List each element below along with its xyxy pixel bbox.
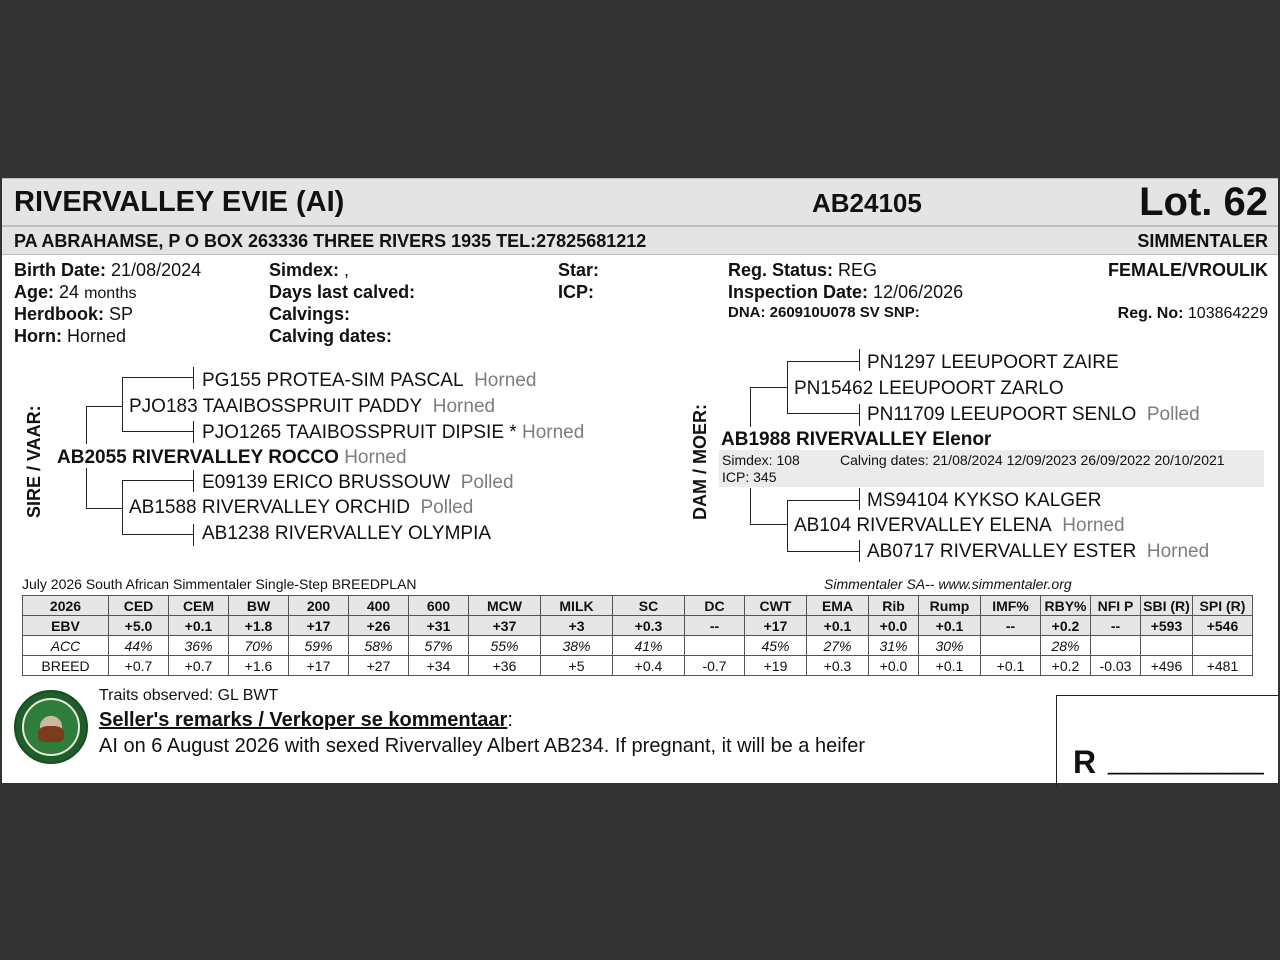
- breedplan-cell: +36: [469, 656, 541, 676]
- breedplan-cell: +593: [1141, 616, 1193, 636]
- signature-label: R: [1073, 744, 1097, 780]
- sex: FEMALE/VROULIK: [1108, 260, 1268, 280]
- pedigree-name: PJO183 TAAIBOSSPRUIT PADDY: [129, 396, 423, 417]
- pedigree-connector: [122, 480, 194, 481]
- breedplan-cell: +0.1: [807, 616, 869, 636]
- herdbook-value: SP: [109, 304, 134, 324]
- breedplan-cell: +0.2: [1041, 656, 1091, 676]
- breedplan-cell: CWT: [745, 596, 807, 616]
- breedplan-cell: +0.7: [109, 656, 169, 676]
- breedplan-cell: SPI (R): [1193, 596, 1253, 616]
- breedplan-cell: +0.2: [1041, 616, 1091, 636]
- birth-date: [14, 260, 201, 281]
- breedplan-cell: +27: [349, 656, 409, 676]
- birth-date-label: Birth Date:: [14, 260, 107, 280]
- horn-value: Horned: [67, 326, 127, 346]
- breedplan-cell: +19: [745, 656, 807, 676]
- pedigree-name: PJO1265 TAAIBOSSPRUIT DIPSIE *: [202, 422, 517, 443]
- horn-label: Horn:: [14, 326, 62, 346]
- breedplan-cell: 600: [409, 596, 469, 616]
- pedigree-connector: [787, 361, 860, 362]
- breedplan-cell: +0.3: [613, 616, 685, 636]
- breedplan-cell: 27%: [807, 636, 869, 656]
- breedplan-cell: +17: [289, 656, 349, 676]
- breedplan-cell: +0.0: [869, 616, 919, 636]
- breedplan-cell: BREED: [23, 656, 109, 676]
- lot-card: [2, 178, 1278, 783]
- sire-dam: [129, 497, 473, 519]
- age-label: Age:: [14, 282, 54, 302]
- breedplan-cell: MCW: [469, 596, 541, 616]
- breedplan-cell: 57%: [409, 636, 469, 656]
- pedigree-connector: [859, 349, 860, 371]
- signature-line[interactable]: __________: [1108, 744, 1264, 775]
- breedplan-cell: 200: [289, 596, 349, 616]
- breedplan-cell: [1141, 636, 1193, 656]
- reg-no-label: Reg. No:: [1117, 305, 1184, 322]
- pedigree-connector: [193, 367, 194, 389]
- simdex: [269, 260, 349, 281]
- simdex-value: ,: [344, 260, 350, 280]
- sire-sire-dam: [202, 422, 584, 444]
- breedplan-cell: RBY%: [1041, 596, 1091, 616]
- pedigree-name: AB0717 RIVERVALLEY ESTER: [867, 541, 1137, 562]
- breedplan-cell: 30%: [919, 636, 981, 656]
- dam-animal: AB1988 RIVERVALLEY Elenor: [721, 429, 992, 450]
- pedigree-connector: [859, 488, 860, 510]
- inspection-date-label: Inspection Date:: [728, 282, 869, 302]
- reg-status-value: REG: [838, 260, 878, 280]
- horn-status: Horned: [521, 422, 585, 443]
- breedplan-cell: DC: [685, 596, 745, 616]
- pedigree-connector: [86, 508, 122, 509]
- breedplan-cell: 36%: [169, 636, 229, 656]
- pedigree-connector: [750, 524, 787, 525]
- breedplan-cell: 70%: [229, 636, 289, 656]
- breedplan-cell: 45%: [745, 636, 807, 656]
- horn-status: Polled: [1146, 404, 1200, 425]
- reg-no: [1118, 305, 1268, 323]
- breedplan-cell: [1091, 636, 1141, 656]
- breedplan-cell: [685, 636, 745, 656]
- pedigree-connector: [859, 540, 860, 562]
- breed-name: SIMMENTALER: [1137, 231, 1268, 251]
- pedigree-name: MS94104 KYKSO KALGER: [867, 490, 1102, 511]
- breedplan-cell: 400: [349, 596, 409, 616]
- breedplan-header-row: [23, 596, 1253, 616]
- breedplan-cell: 44%: [109, 636, 169, 656]
- reg-status: [728, 260, 877, 281]
- breedplan-cell: 58%: [349, 636, 409, 656]
- breedplan-cell: +0.4: [613, 656, 685, 676]
- dam-dam-sire: [867, 490, 1101, 512]
- dam-dam: [794, 515, 1125, 537]
- sire-sire-sire: [202, 370, 536, 392]
- horn: [14, 326, 126, 347]
- pedigree-name: E09139 ERICO BRUSSOUW: [202, 472, 451, 493]
- age: [14, 282, 137, 303]
- breedplan-title: July 2026 South African Simmentaler Single-Step BREEDPLAN: [22, 576, 417, 592]
- pedigree-connector: [859, 404, 860, 426]
- dam-simdex: Simdex: 108: [722, 452, 800, 468]
- pedigree-name: PN1297 LEEUPOORT ZAIRE: [867, 352, 1119, 373]
- breedplan-cell: +5: [541, 656, 613, 676]
- pedigree-connector: [122, 480, 123, 534]
- owner-address: PA ABRAHAMSE, P O BOX 263336 THREE RIVERS 1935 TEL:27825681212: [14, 231, 647, 251]
- pedigree-name: PN15462 LEEUPOORT ZARLO: [794, 378, 1064, 399]
- breedplan-cell: +5.0: [109, 616, 169, 636]
- breedplan-cell: BW: [229, 596, 289, 616]
- herdbook: [14, 304, 133, 325]
- breedplan-cell: SBI (R): [1141, 596, 1193, 616]
- breedplan-cell: 59%: [289, 636, 349, 656]
- pedigree-name: PG155 PROTEA-SIM PASCAL: [202, 370, 464, 391]
- breedplan-cell: +17: [289, 616, 349, 636]
- pedigree-connector: [122, 534, 194, 535]
- sire-side-label: SIRE / VAAR:: [24, 405, 44, 518]
- breedplan-cell: 28%: [1041, 636, 1091, 656]
- reg-status-label: Reg. Status:: [728, 260, 834, 280]
- pedigree-connector: [787, 500, 788, 552]
- dam-calving-dates: Calving dates: 21/08/2024 12/09/2023 26/09/2022 20/10/2021: [840, 452, 1225, 468]
- breedplan-cell: +0.0: [869, 656, 919, 676]
- breedplan-cell: --: [981, 616, 1041, 636]
- remarks-colon: :: [507, 709, 513, 731]
- horn-status: Polled: [420, 497, 474, 518]
- breedplan-cell: ACC: [23, 636, 109, 656]
- breedplan-cell: CEM: [169, 596, 229, 616]
- pedigree-name: AB1588 RIVERVALLEY ORCHID: [129, 497, 410, 518]
- pedigree-name: AB1238 RIVERVALLEY OLYMPIA: [202, 523, 492, 544]
- birth-date-value: 21/08/2024: [111, 260, 202, 280]
- breedplan-cell: MILK: [541, 596, 613, 616]
- dam-sire: [794, 378, 1064, 400]
- pedigree-connector: [193, 421, 194, 443]
- herdbook-label: Herdbook:: [14, 304, 104, 324]
- breedplan-cell: EMA: [807, 596, 869, 616]
- pedigree-connector: [787, 500, 860, 501]
- remarks-text: AI on 6 August 2026 with sexed Rivervalley Albert AB234. If pregnant, it will be a heifer: [99, 735, 866, 757]
- calving-dates-label: Calving dates:: [269, 326, 393, 346]
- breedplan-cell: CED: [109, 596, 169, 616]
- breedplan-cell: 55%: [469, 636, 541, 656]
- lot-number: Lot. 62: [1139, 180, 1268, 224]
- dna-snp: DNA: 260910U078 SV SNP:: [728, 304, 920, 321]
- pedigree-name: AB104 RIVERVALLEY ELENA: [794, 515, 1052, 536]
- breedplan-cell: +3: [541, 616, 613, 636]
- inspection-date-value: 12/06/2026: [873, 282, 964, 302]
- pedigree-connector: [86, 468, 87, 508]
- horn-status: Polled: [460, 472, 514, 493]
- horn-status: Horned: [432, 396, 496, 417]
- remarks-title: Seller's remarks / Verkoper se kommentaar: [99, 709, 508, 731]
- traits-observed: Traits observed: GL BWT: [99, 687, 279, 704]
- breedplan-cell: +0.1: [981, 656, 1041, 676]
- inspection-date: [728, 282, 963, 303]
- sire-animal: [57, 447, 407, 469]
- days-last-calved-label: Days last calved:: [269, 282, 416, 302]
- breedplan-cell: -0.7: [685, 656, 745, 676]
- horn-status: Horned: [474, 370, 537, 391]
- pedigree-connector: [86, 406, 87, 444]
- dam-icp: ICP: 345: [722, 469, 777, 485]
- horn-status: Horned: [1146, 541, 1210, 562]
- breedplan-cell: --: [685, 616, 745, 636]
- reg-no-value: 103864229: [1187, 305, 1268, 322]
- pedigree-connector: [750, 387, 751, 427]
- pedigree-connector: [750, 488, 751, 524]
- breedplan-cell: +31: [409, 616, 469, 636]
- pedigree-connector: [787, 361, 788, 413]
- age-value: 24: [59, 282, 80, 302]
- pedigree-name: AB2055 RIVERVALLEY ROCCO: [57, 447, 339, 468]
- sire-dam-dam: [202, 523, 491, 545]
- breedplan-cell: NFI P: [1091, 596, 1141, 616]
- dam-dam-dam: [867, 541, 1209, 563]
- breedplan-cell: [1193, 636, 1253, 656]
- breedplan-cell: 31%: [869, 636, 919, 656]
- dam-sire-dam: [867, 404, 1200, 426]
- breedplan-cell: +481: [1193, 656, 1253, 676]
- breedplan-breed-row: [23, 656, 1253, 676]
- breedplan-cell: EBV: [23, 616, 109, 636]
- animal-id: AB24105: [812, 188, 922, 218]
- simmentaler-logo: [14, 690, 88, 764]
- breedplan-cell: +37: [469, 616, 541, 636]
- breedplan-cell: +34: [409, 656, 469, 676]
- sire-dam-sire: [202, 472, 514, 494]
- pedigree-connector: [750, 387, 787, 388]
- breedplan-cell: 38%: [541, 636, 613, 656]
- breedplan-cell: 2026: [23, 596, 109, 616]
- horn-status: Horned: [1062, 515, 1125, 536]
- animal-name: RIVERVALLEY EVIE (AI): [14, 186, 345, 218]
- breedplan-acc-row: [23, 636, 1253, 656]
- horn-status: Horned: [344, 447, 407, 468]
- calvings-label: Calvings:: [269, 304, 351, 324]
- breedplan-cell: Rump: [919, 596, 981, 616]
- breedplan-cell: +26: [349, 616, 409, 636]
- breedplan-cell: --: [1091, 616, 1141, 636]
- pedigree-connector: [122, 431, 194, 432]
- breedplan-cell: Rib: [869, 596, 919, 616]
- simdex-label: Simdex:: [269, 260, 340, 280]
- age-unit: months: [84, 285, 137, 302]
- breedplan-ebv-row: [23, 616, 1253, 636]
- breedplan-cell: +0.1: [169, 616, 229, 636]
- breedplan-cell: +546: [1193, 616, 1253, 636]
- dam-sire-sire: [867, 352, 1119, 374]
- dam-side-label: DAM / MOER:: [690, 404, 710, 520]
- remarks-heading: [99, 709, 513, 732]
- sire-sire: [129, 396, 495, 418]
- breedplan-cell: 41%: [613, 636, 685, 656]
- pedigree-connector: [193, 524, 194, 546]
- breedplan-site: Simmentaler SA-- www.simmentaler.org: [824, 576, 1072, 592]
- pedigree-connector: [86, 406, 122, 407]
- breedplan-cell: +0.1: [919, 656, 981, 676]
- breedplan-table: [22, 595, 1253, 676]
- pedigree-connector: [193, 470, 194, 492]
- star-label: Star:: [558, 260, 600, 280]
- pedigree-connector: [787, 413, 860, 414]
- breedplan-cell: SC: [613, 596, 685, 616]
- breedplan-cell: +0.3: [807, 656, 869, 676]
- pedigree-connector: [787, 551, 860, 552]
- breedplan-cell: +496: [1141, 656, 1193, 676]
- breedplan-cell: +0.7: [169, 656, 229, 676]
- icp-label: ICP:: [558, 282, 594, 302]
- pedigree-connector: [122, 377, 123, 432]
- breedplan-cell: +1.6: [229, 656, 289, 676]
- pedigree-name: PN11709 LEEUPOORT SENLO: [867, 404, 1137, 425]
- breedplan-cell: -0.03: [1091, 656, 1141, 676]
- breedplan-cell: IMF%: [981, 596, 1041, 616]
- pedigree-connector: [122, 377, 194, 378]
- breedplan-cell: +0.1: [919, 616, 981, 636]
- breedplan-cell: [981, 636, 1041, 656]
- breedplan-cell: +1.8: [229, 616, 289, 636]
- breedplan-cell: +17: [745, 616, 807, 636]
